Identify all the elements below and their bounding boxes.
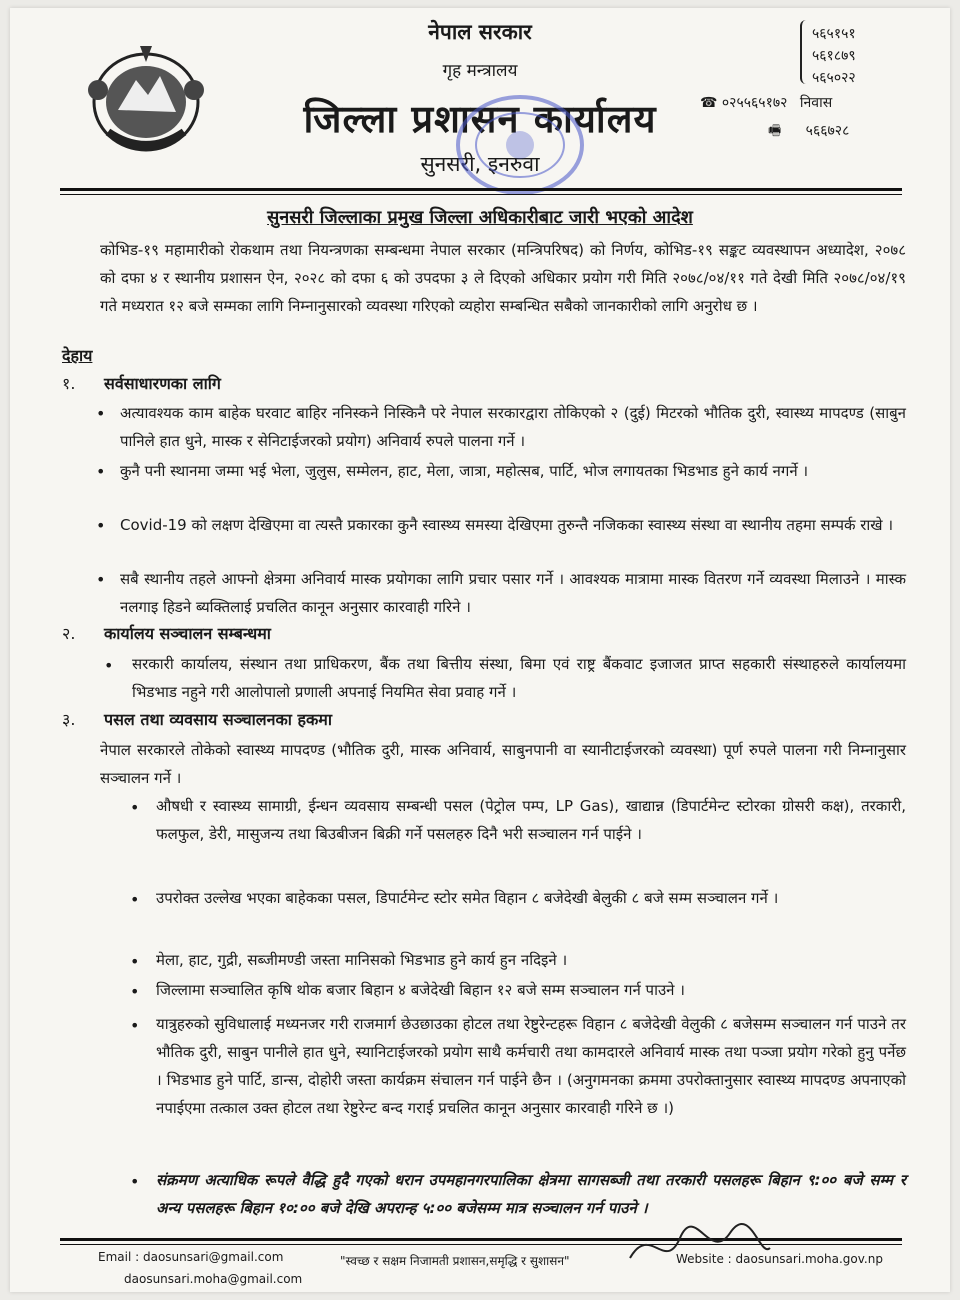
order-title: सुनसरी जिल्लाका प्रमुख जिल्ला अधिकारीबाट जारी भएको आदेश [267, 207, 693, 228]
website-label: Website : [676, 1252, 732, 1266]
section-1-bullet-4: सबै स्थानीय तहले आफ्नो क्षेत्रमा अनिवार्य मास्क प्रयोगका लागि प्रचार पसार गर्ने । आवश्यक मात्रामा मास्क वितरण गर्ने व्यवस्था मिलाउने । मास्क नलगाइ हिडने ब्यक्तिलाई प्रचलित कानून अनुसार कारवाही गरिने । [120, 570, 906, 616]
office-name: जिल्ला प्रशासन कार्यालय [303, 97, 657, 141]
phone-brace [800, 20, 812, 84]
section-1-number: १. [62, 374, 76, 393]
bullet-icon: • [96, 462, 106, 481]
fax-icon: 🖷 [768, 123, 782, 139]
intro-paragraph: कोभिड-१९ महामारीको रोकथाम तथा नियन्त्रणका सम्बन्धमा नेपाल सरकार (मन्त्रिपरिषद) को निर्णय, कोभिड-१९ सङ्कट व्यवस्थापन अध्यादेश, २०७८ को दफा ४ र स्थानीय प्रशासन ऐन, २०२८ को दफा ६ को उपदफा ३ ले दिएको अधिकार प्रयोग गरी मिति २०७८/०४/११ गते देखी मिति २०७८/०४/१९ गते मध्यरात १२ बजे सम्मका लागि निम्नानुसारको व्यवस्था गरिएको व्यहोरा सम्बन्धित सबैको जानकारीको लागि अनुरोध छ । [100, 241, 906, 315]
section-2-heading: कार्यालय सञ्चालन सम्बन्धमा [104, 624, 271, 643]
phone-number-1: ५६५१५१ [812, 26, 856, 42]
bullet-icon: • [130, 952, 140, 971]
bullet-icon: • [96, 570, 106, 589]
footer-website-row [676, 1252, 883, 1266]
phone-number-2: ५६१८७९ [812, 48, 856, 64]
bullet-icon: • [130, 1172, 140, 1191]
phone-number-3: ५६५०२२ [812, 70, 856, 86]
section-1-bullet-1: अत्यावश्यक काम बाहेक घरवाट बाहिर ननिस्कने निस्किनै परे नेपाल सरकारद्वारा तोकिएको २ (दुई) मिटरको भौतिक दुरी, स्वास्थ्य मापदण्ड (साबुन पानिले हात धुने, मास्क र सेनिटाईजरको प्रयोग) अनिवार्य रुपले पालना गर्ने । [120, 404, 906, 450]
dehay-label: देहाय [62, 346, 93, 365]
section-1-bullet-3: Covid-19 को लक्षण देखिएमा वा त्यस्तै प्रकारका कुनै स्वास्थ्य समस्या देखिएमा तुरुन्तै नजिकका स्वास्थ्य संस्था वा स्थानीय तहमा सम्पर्क राखे । [120, 516, 894, 534]
residence-phone-row [700, 93, 832, 112]
header-rule [60, 188, 902, 191]
section-3-number: ३. [62, 710, 76, 729]
email-label: Email : [98, 1250, 140, 1264]
telephone-icon: ☎ [700, 95, 718, 111]
section-3-bullet-6: संक्रमण अत्याधिक रूपले वैद्धि हुदै गएको धरान उपमहानगरपालिका क्षेत्रमा सागसब्जी तथा तरकारी पसलहरू बिहान ९:०० बजे सम्म र अन्य पसलहरू बिहान १०:०० बजे देखि अपरान्ह ५:०० बजेसम्म मात्र सञ्चालन गर्न पाउने । [156, 1171, 906, 1217]
section-2-number: २. [62, 624, 76, 643]
bullet-icon: • [96, 404, 106, 423]
fax-number: ५६६७२८ [805, 123, 850, 139]
footer-email-1-row [98, 1250, 283, 1264]
bullet-icon: • [130, 1016, 140, 1035]
office-location: सुनसरी, इनरुवा [420, 152, 540, 176]
government-name: नेपाल सरकार [428, 20, 532, 44]
section-3-bullet-1: औषधी र स्वास्थ्य सामाग्री, ईन्धन व्यवसाय सम्बन्धी पसल (पेट्रोल पम्प, LP Gas), खाद्यान्न (डिपार्टमेन्ट स्टोरका ग्रोसरी कक्ष), तरकारी, फलफुल, डेरी, मासुजन्य तथा बिउबीजन बिक्री गर्ने पसलहरु दिनै भरी सञ्चालन गर्न पाईने । [156, 797, 906, 843]
section-1-bullet-2: कुनै पनी स्थानमा जम्मा भई भेला, जुलुस, सम्मेलन, हाट, मेला, जात्रा, महोत्सब, पार्टि, भोज लगायतका भिडभाड हुने कार्य नगर्ने । [120, 462, 809, 480]
bullet-icon: • [130, 798, 140, 817]
bullet-icon: • [130, 982, 140, 1001]
bullet-icon: • [104, 656, 114, 675]
section-1-heading: सर्वसाधारणका लागि [104, 374, 221, 393]
office-motto: "स्वच्छ र सक्षम निजामती प्रशासन,समृद्धि र सुशासन" [340, 1254, 570, 1268]
bullet-icon: • [96, 516, 106, 535]
section-3-bullet-2: उपरोक्त उल्लेख भएका बाहेकका पसल, डिपार्टमेन्ट स्टोर समेत विहान ८ बजेदेखी बेलुकी ८ बजे सम्म सञ्चालन गर्ने । [156, 889, 779, 907]
section-3-heading: पसल तथा व्यवसाय सञ्चालनका हकमा [104, 710, 332, 729]
section-3-bullet-5: यात्रुहरुको सुविधालाई मध्यनजर गरी राजमार्ग छेउछाउका होटल तथा रेष्टुरेन्टहरू विहान ८ बजेदेखी वेलुकी ८ बजेसम्म सञ्चालन गर्न पाउने तर भौतिक दुरी, साबुन पानीले हात धुने, स्यानिटाईजरको प्रयोग साथै कर्मचारी तथा कामदारले अनिवार्य मास्क तथा पञ्जा प्रयोग गरेको हुनु पर्नेछ । भिडभाड हुने पार्टि, डान्स, दोहोरी जस्ता कार्यक्रम संचालन गर्न पाईने छैन । (अनुगमनका क्रममा उपरोक्तानुसार स्वास्थ्य मापदण्ड अपनाएको नपाईएमा तत्काल उक्त होटल तथा रेष्टुरेन्ट बन्द गराई प्रचलित कानून अनुसार कारवाही गरिने छ ।) [156, 1015, 907, 1117]
office-stamp-icon [450, 90, 590, 200]
email-2: daosunsari.moha@gmail.com [124, 1272, 303, 1286]
residence-label: निवास [799, 95, 833, 111]
section-3-intro: नेपाल सरकारले तोकेको स्वास्थ्य मापदण्ड (भौतिक दुरी, मास्क अनिवार्य, साबुनपानी वा स्यानीटाईजरको व्यवस्था) पूर्ण रुपले पालना गरी निम्नानुसार सञ्चालन गर्ने । [100, 741, 906, 787]
section-2-bullet-1: सरकारी कार्यालय, संस्थान तथा प्राधिकरण, बैंक तथा बित्तीय संस्था, बिमा एवं राष्ट्र बैंकवाट इजाजत प्राप्त सहकारी संस्थाहरुले कार्यालयमा भिडभाड नहुने गरी आलोपालो प्रणाली अपनाई नियमित सेवा प्रवाह गर्ने । [132, 655, 906, 701]
section-3-bullet-3: मेला, हाट, गुद्री, सब्जीमण्डी जस्ता मानिसको भिडभाड हुने कार्य हुन नदिइने । [156, 951, 568, 969]
ministry-name: गृह मन्त्रालय [442, 61, 518, 81]
header-rule-thin [60, 194, 902, 195]
bullet-icon: • [130, 890, 140, 909]
website: daosunsari.moha.gov.np [735, 1252, 883, 1266]
section-3-bullet-4: जिल्लामा सञ्चालित कृषि थोक बजार बिहान ४ बजेदेखी बिहान १२ बजे सम्म सञ्चालन गर्न पाउने । [156, 981, 685, 999]
fax-row [768, 120, 849, 144]
residence-phone: ०२५५६५१७२ [721, 95, 788, 111]
email-1: daosunsari@gmail.com [142, 1250, 284, 1264]
signature-icon [620, 1218, 780, 1278]
